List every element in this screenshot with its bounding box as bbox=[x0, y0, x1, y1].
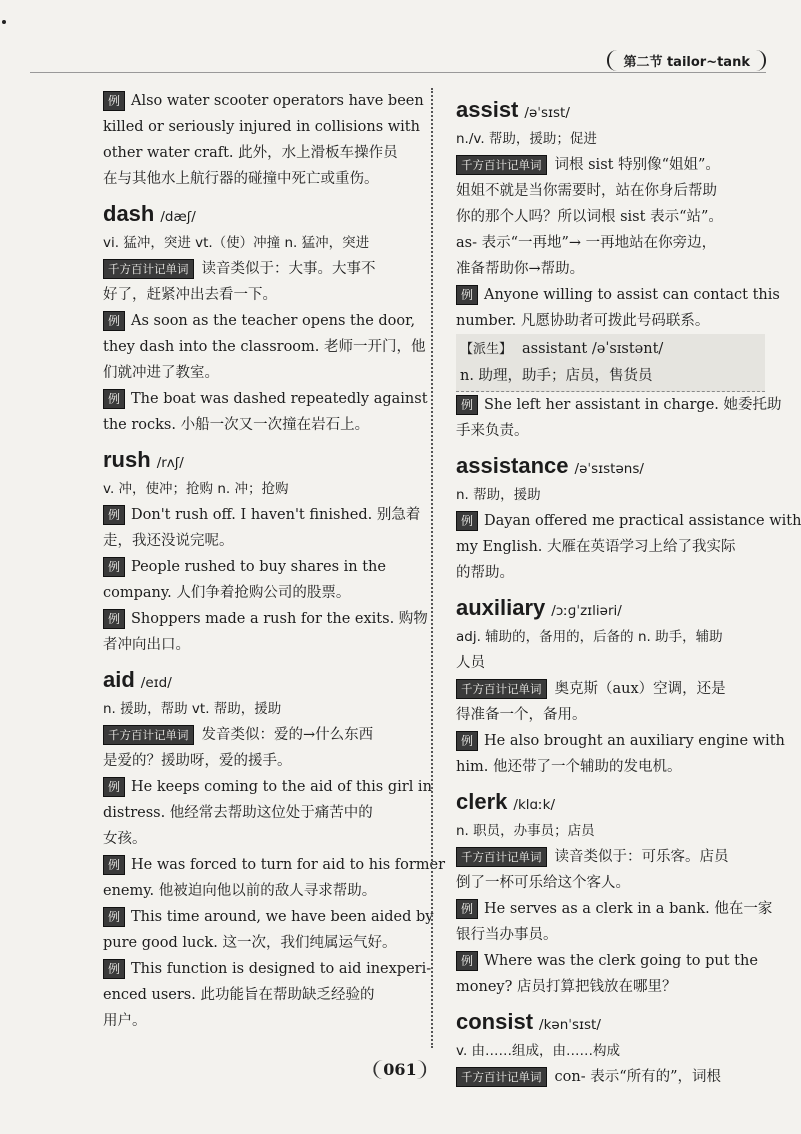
text-line bbox=[456, 178, 765, 204]
example-tag: 例 bbox=[103, 907, 125, 927]
section-header: 第二节 tailor~tank bbox=[607, 50, 766, 71]
text-line bbox=[103, 800, 410, 826]
text-line bbox=[103, 722, 410, 748]
line-text: 准备帮助你→帮助。 bbox=[456, 261, 585, 277]
headword-entry bbox=[103, 444, 410, 476]
text-line bbox=[456, 728, 785, 754]
line-text: 得准备一个，备用。 bbox=[456, 707, 587, 723]
line-text: v. 由……组成，由……构成 bbox=[456, 1043, 621, 1059]
right-column bbox=[456, 88, 801, 1090]
line-text: money? 店员打算把钱放在哪里？ bbox=[456, 979, 677, 995]
example-tag: 例 bbox=[103, 505, 125, 525]
headword: aid bbox=[103, 667, 135, 692]
text-line bbox=[103, 166, 410, 192]
text-line bbox=[103, 774, 432, 800]
line-text: 读音类似于：大事。大事不 bbox=[201, 261, 376, 277]
phonetic: /klɑːk/ bbox=[513, 797, 555, 813]
line-text: company. 人们争着抢购公司的股票。 bbox=[103, 585, 351, 601]
text-line bbox=[456, 702, 765, 728]
line-text: 的帮助。 bbox=[456, 565, 514, 581]
headword-entry bbox=[103, 198, 410, 230]
example-tag: 例 bbox=[456, 395, 478, 415]
line-text: distress. 他经常去帮助这位处于痛苦中的 bbox=[103, 805, 373, 821]
headword-entry bbox=[456, 450, 765, 482]
line-text: 银行当办事员。 bbox=[456, 927, 558, 943]
headword: dash bbox=[103, 201, 155, 226]
scan-mark bbox=[2, 20, 6, 24]
line-text: assistant /əˈsɪstənt/ bbox=[522, 341, 664, 357]
line-text: enemy. 他被迫向他以前的敌人寻求帮助。 bbox=[103, 883, 377, 899]
text-line bbox=[103, 956, 432, 982]
line-text: 好了，赶紧冲出去看一下。 bbox=[103, 287, 277, 303]
text-line bbox=[456, 676, 765, 702]
example-tag: 例 bbox=[456, 731, 478, 751]
example-tag: 例 bbox=[103, 959, 125, 979]
line-text: She left her assistant in charge. 她委托助 bbox=[484, 397, 782, 413]
line-text: He serves as a clerk in a bank. 他在一家 bbox=[484, 901, 773, 917]
line-text: 人员 bbox=[456, 655, 485, 671]
text-line bbox=[456, 896, 773, 922]
text-line bbox=[103, 412, 410, 438]
line-text: the rocks. 小船一次又一次撞在岩石上。 bbox=[103, 417, 370, 433]
text-line bbox=[456, 650, 765, 676]
line-text: This function is designed to aid inexperi- bbox=[131, 961, 432, 977]
text-line bbox=[456, 560, 765, 586]
phonetic: /əˈsɪst/ bbox=[524, 105, 570, 121]
text-line bbox=[456, 508, 801, 534]
text-line bbox=[103, 114, 420, 140]
text-line bbox=[456, 363, 765, 389]
line-text: 姐姐不就是当你需要时，站在你身后帮助 bbox=[456, 183, 717, 199]
line-text: enced users. 此功能旨在帮助缺乏经验的 bbox=[103, 987, 375, 1003]
derivative-tag: 【派生】 bbox=[460, 342, 513, 357]
text-line bbox=[456, 282, 780, 308]
derivative-box bbox=[456, 334, 765, 392]
column-divider bbox=[431, 88, 433, 1048]
text-line bbox=[103, 982, 410, 1008]
line-text: 奥克斯（aux）空调，还是 bbox=[554, 681, 726, 697]
text-line bbox=[456, 152, 765, 178]
text-line bbox=[103, 580, 410, 606]
example-tag: 例 bbox=[103, 609, 125, 629]
text-line bbox=[103, 140, 410, 166]
text-line bbox=[456, 392, 782, 418]
part-of-speech-line bbox=[103, 696, 410, 722]
text-line bbox=[103, 528, 410, 554]
text-line bbox=[103, 308, 416, 334]
line-text: pure good luck. 这一次，我们纯属运气好。 bbox=[103, 935, 397, 951]
headword: clerk bbox=[456, 789, 508, 814]
text-line bbox=[103, 632, 410, 658]
example-tag: 例 bbox=[103, 855, 125, 875]
part-of-speech-line bbox=[456, 482, 765, 508]
text-line bbox=[103, 386, 428, 412]
line-text: 发音类似：爱的→什么东西 bbox=[201, 727, 374, 743]
line-text: n. 帮助，援助 bbox=[456, 487, 541, 503]
line-text: vi. 猛冲，突进 vt.（使）冲撞 n. 猛冲，突进 bbox=[103, 235, 370, 251]
text-line bbox=[456, 974, 765, 1000]
text-line bbox=[456, 534, 765, 560]
text-line bbox=[103, 904, 434, 930]
memory-tip-tag: 千方百计记单词 bbox=[456, 1067, 547, 1087]
line-text: con- 表示“所有的”，词根 bbox=[554, 1069, 722, 1085]
line-text: my English. 大雁在英语学习上给了我实际 bbox=[456, 539, 736, 555]
text-line bbox=[103, 930, 410, 956]
line-text: People rushed to buy shares in the bbox=[131, 559, 386, 575]
line-text: 女孩。 bbox=[103, 831, 147, 847]
part-of-speech-line bbox=[103, 230, 410, 256]
line-text: number. 凡愿协助者可拨此号码联系。 bbox=[456, 313, 710, 329]
line-text: n. 职员，办事员；店员 bbox=[456, 823, 595, 839]
memory-tip-tag: 千方百计记单词 bbox=[103, 725, 194, 745]
phonetic: /kənˈsɪst/ bbox=[539, 1017, 601, 1033]
text-line bbox=[456, 844, 765, 870]
page-number: 061 bbox=[373, 1060, 426, 1079]
text-line bbox=[103, 748, 410, 774]
line-text: Don't rush off. I haven't finished. 别急着 bbox=[131, 507, 421, 523]
line-text: v. 冲，使冲；抢购 n. 冲；抢购 bbox=[103, 481, 289, 497]
text-line bbox=[456, 1064, 765, 1090]
line-text: other water craft. 此外，水上滑板车操作员 bbox=[103, 145, 398, 161]
line-text: Dayan offered me practical assistance with bbox=[484, 513, 801, 529]
line-text: Shoppers made a rush for the exits. 购物 bbox=[131, 611, 428, 627]
line-text: n./v. 帮助，援助；促进 bbox=[456, 131, 597, 147]
example-tag: 例 bbox=[103, 311, 125, 331]
memory-tip-tag: 千方百计记单词 bbox=[456, 847, 547, 867]
line-text: He was forced to turn for aid to his former bbox=[131, 857, 446, 873]
line-text: him. 他还带了一个辅助的发电机。 bbox=[456, 759, 682, 775]
example-tag: 例 bbox=[103, 777, 125, 797]
headword: assistance bbox=[456, 453, 569, 478]
line-text: killed or seriously injured in collisions with bbox=[103, 119, 420, 135]
phonetic: /ɔːɡˈzɪliəri/ bbox=[551, 603, 622, 619]
line-text: This time around, we have been aided by bbox=[131, 909, 434, 925]
part-of-speech-line bbox=[456, 624, 765, 650]
line-text: 走，我还没说完呢。 bbox=[103, 533, 234, 549]
text-line bbox=[456, 418, 765, 444]
example-tag: 例 bbox=[456, 951, 478, 971]
header-rule bbox=[30, 72, 766, 73]
line-text: As soon as the teacher opens the door, bbox=[131, 313, 416, 329]
line-text: Also water scooter operators have been bbox=[131, 93, 424, 109]
text-line bbox=[103, 256, 410, 282]
line-text: He also brought an auxiliary engine with bbox=[484, 733, 785, 749]
part-of-speech-line bbox=[103, 476, 410, 502]
line-text: 在与其他水上航行器的碰撞中死亡或重伤。 bbox=[103, 171, 379, 187]
text-line bbox=[456, 230, 765, 256]
text-line bbox=[103, 282, 410, 308]
line-text: Where was the clerk going to put the bbox=[484, 953, 758, 969]
text-line bbox=[103, 554, 410, 580]
text-line bbox=[456, 754, 765, 780]
text-line bbox=[103, 606, 428, 632]
phonetic: /rʌʃ/ bbox=[156, 455, 184, 471]
example-tag: 例 bbox=[103, 557, 125, 577]
phonetic: /əˈsɪstəns/ bbox=[574, 461, 644, 477]
line-text: 你的那个人吗？所以词根 sist 表示“站”。 bbox=[456, 209, 723, 225]
headword-entry bbox=[456, 592, 765, 624]
line-text: 是爱的？援助呀，爱的援手。 bbox=[103, 753, 292, 769]
line-text: 倒了一杯可乐给这个客人。 bbox=[456, 875, 630, 891]
headword-entry bbox=[456, 94, 765, 126]
line-text: 用户。 bbox=[103, 1013, 147, 1029]
text-line bbox=[103, 826, 410, 852]
memory-tip-tag: 千方百计记单词 bbox=[103, 259, 194, 279]
part-of-speech-line bbox=[456, 126, 765, 152]
headword: auxiliary bbox=[456, 595, 546, 620]
line-text: Anyone willing to assist can contact this bbox=[484, 287, 780, 303]
text-line bbox=[456, 870, 765, 896]
example-tag: 例 bbox=[103, 91, 125, 111]
headword: rush bbox=[103, 447, 151, 472]
line-text: n. 援助，帮助 vt. 帮助，援助 bbox=[103, 701, 282, 717]
text-line bbox=[456, 922, 765, 948]
line-text: 读音类似于：可乐客。店员 bbox=[554, 849, 729, 865]
phonetic: /eɪd/ bbox=[140, 675, 172, 691]
text-line bbox=[103, 360, 410, 386]
text-line bbox=[103, 334, 426, 360]
example-tag: 例 bbox=[456, 511, 478, 531]
memory-tip-tag: 千方百计记单词 bbox=[456, 679, 547, 699]
line-text: He keeps coming to the aid of this girl in bbox=[131, 779, 432, 795]
headword-entry bbox=[456, 786, 765, 818]
line-text: 者冲向出口。 bbox=[103, 637, 190, 653]
headword-entry bbox=[456, 1006, 765, 1038]
text-line bbox=[456, 948, 765, 974]
text-line bbox=[103, 852, 446, 878]
text-line bbox=[103, 88, 424, 114]
line-text: n. 助理，助手；店员，售货员 bbox=[460, 368, 653, 384]
line-text: 词根 sist 特别像“姐姐”。 bbox=[554, 157, 720, 173]
left-column bbox=[103, 88, 446, 1034]
example-tag: 例 bbox=[103, 389, 125, 409]
part-of-speech-line bbox=[456, 818, 765, 844]
line-text: as- 表示“一再地”→ 一再地站在你旁边， bbox=[456, 235, 717, 251]
line-text: 手来负责。 bbox=[456, 423, 529, 439]
headword: consist bbox=[456, 1009, 534, 1034]
memory-tip-tag: 千方百计记单词 bbox=[456, 155, 547, 175]
part-of-speech-line bbox=[456, 1038, 765, 1064]
headword: assist bbox=[456, 97, 519, 122]
phonetic: /dæʃ/ bbox=[160, 209, 196, 225]
text-line bbox=[456, 336, 765, 363]
text-line bbox=[103, 1008, 410, 1034]
line-text: The boat was dashed repeatedly against bbox=[131, 391, 428, 407]
text-line bbox=[103, 502, 421, 528]
line-text: adj. 辅助的，备用的，后备的 n. 助手，辅助 bbox=[456, 629, 723, 645]
example-tag: 例 bbox=[456, 899, 478, 919]
text-line bbox=[456, 308, 765, 334]
text-line bbox=[103, 878, 410, 904]
headword-entry bbox=[103, 664, 410, 696]
text-line bbox=[456, 256, 765, 282]
line-text: they dash into the classroom. 老师一开门，他 bbox=[103, 339, 426, 355]
text-line bbox=[456, 204, 765, 230]
example-tag: 例 bbox=[456, 285, 478, 305]
line-text: 们就冲进了教室。 bbox=[103, 365, 219, 381]
